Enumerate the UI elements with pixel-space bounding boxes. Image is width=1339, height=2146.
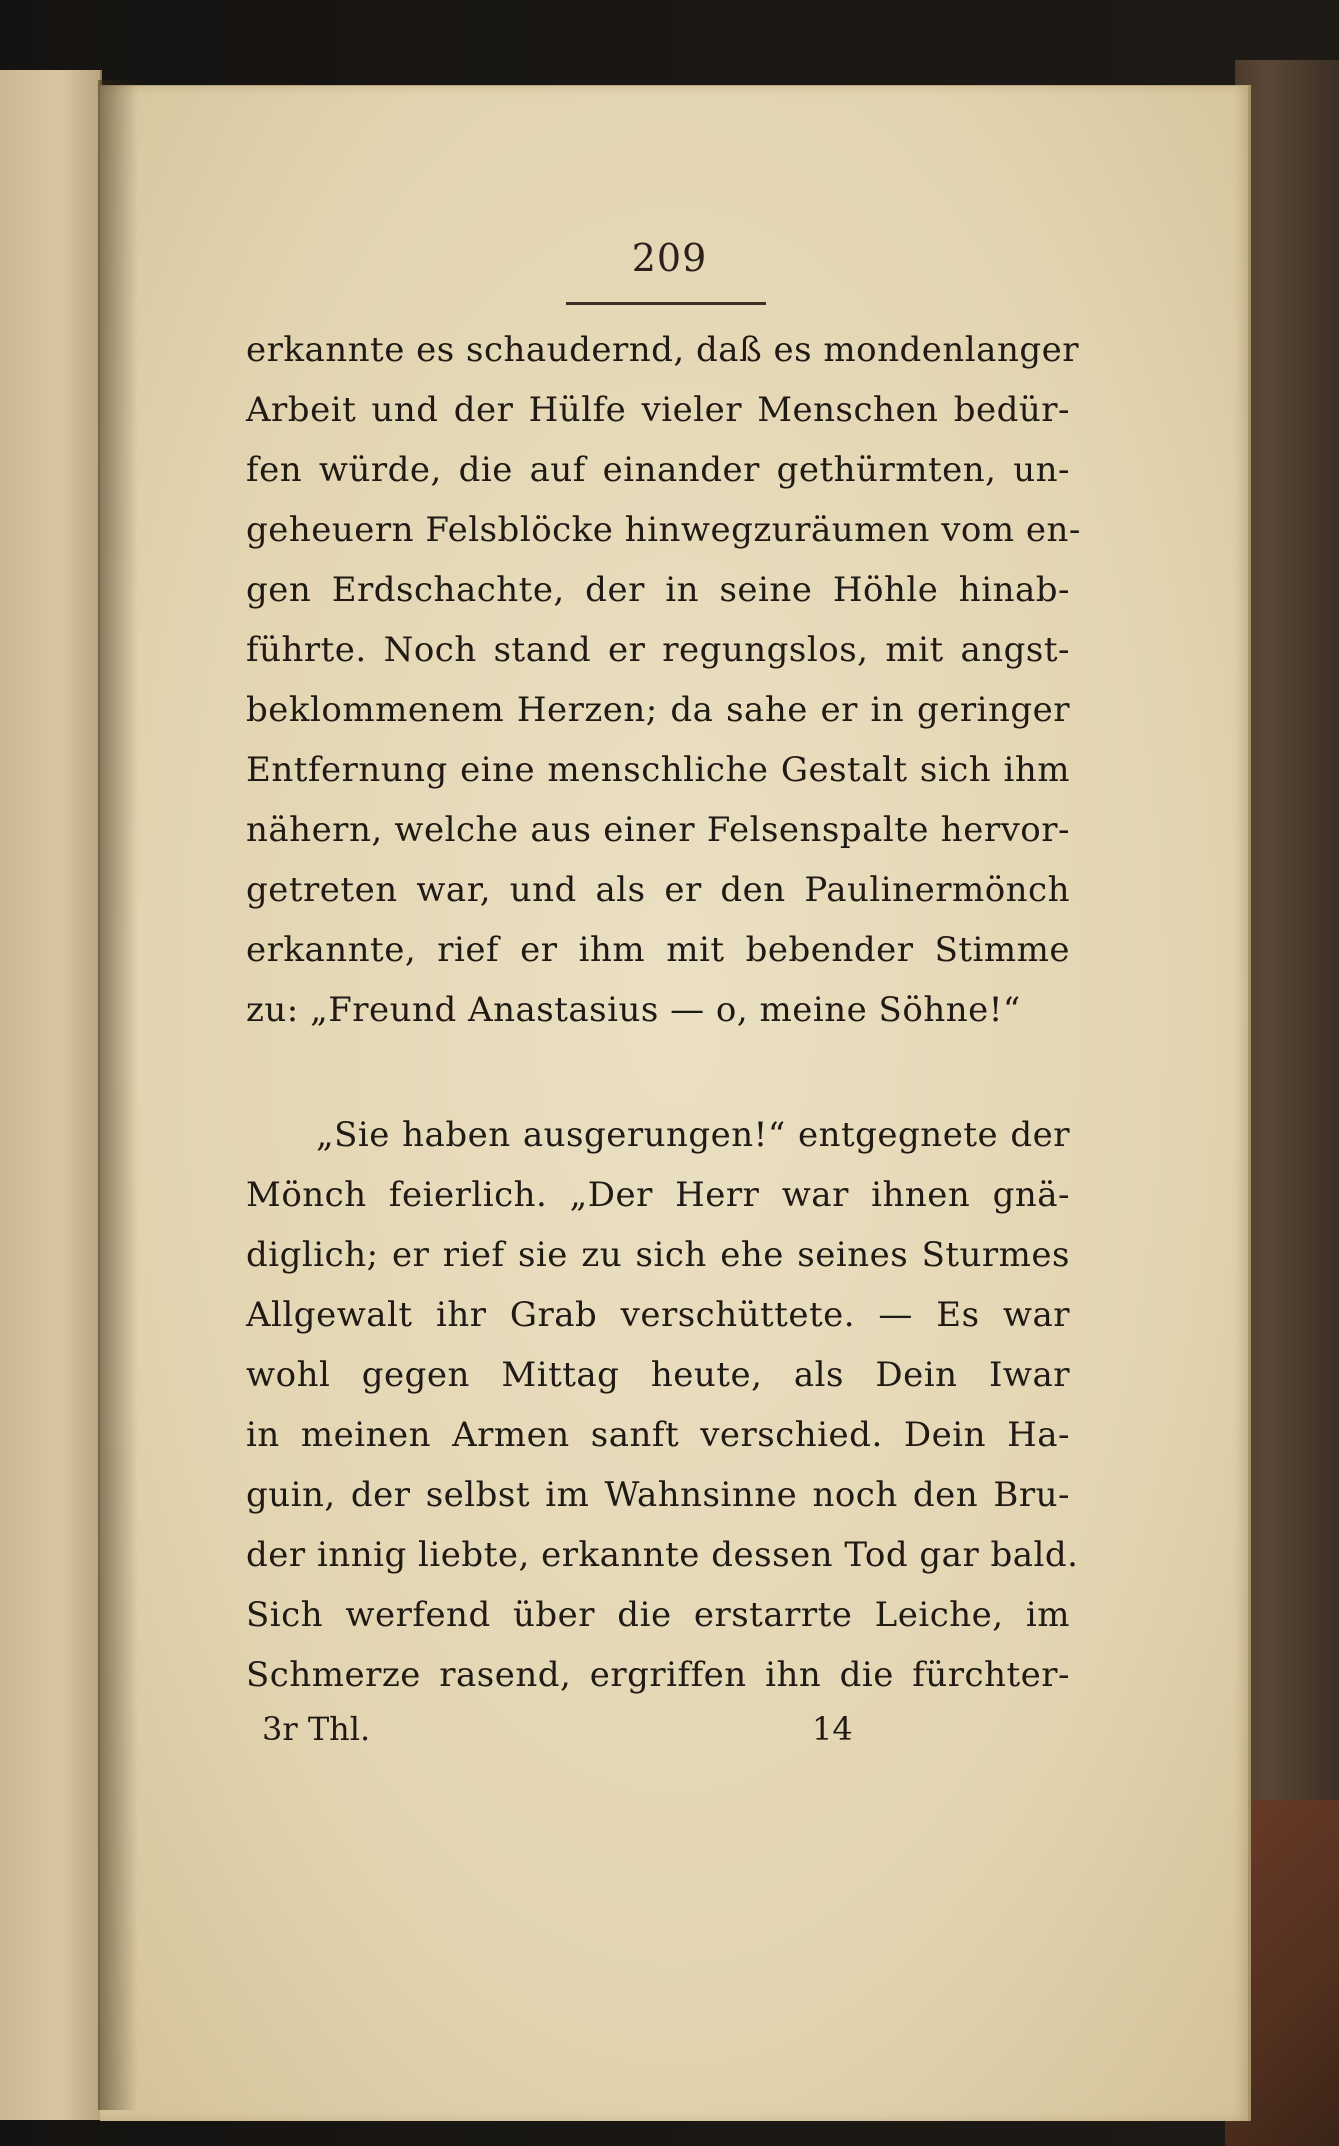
text-line: fen würde, die auf einander gethürmten, un-: [246, 450, 1070, 490]
signature-number: 14: [812, 1710, 853, 1748]
text-line: guin, der selbst im Wahnsinne noch den Bru-: [246, 1475, 1070, 1515]
text-line: Allgewalt ihr Grab verschüttete. — Es war: [246, 1295, 1070, 1335]
previous-page-edge: [0, 70, 102, 2120]
text-line: diglich; er rief sie zu sich ehe seines Sturmes: [246, 1235, 1070, 1275]
page-footer: [262, 1710, 882, 1770]
text-line: getreten war, und als er den Paulinermönch: [246, 870, 1070, 910]
text-line: beklommenem Herzen; da sahe er in geringer: [246, 690, 1070, 730]
text-line: der innig liebte, erkannte dessen Tod gar bald.: [246, 1535, 1079, 1575]
header-rule: [566, 302, 766, 305]
text-line: erkannte es schaudernd, daß es mondenlanger: [246, 330, 1079, 370]
text-line: führte. Noch stand er regungslos, mit angst-: [246, 630, 1070, 670]
text-line: nähern, welche aus einer Felsenspalte hervor-: [246, 810, 1070, 850]
text-line: erkannte, rief er ihm mit bebender Stimme: [246, 930, 1070, 970]
paragraph-2: [246, 1105, 1079, 1705]
text-line: Mönch feierlich. „Der Herr war ihnen gnä-: [246, 1175, 1070, 1215]
page-number: 209: [631, 236, 708, 280]
text-line: Entfernung eine menschliche Gestalt sich ihm: [246, 750, 1070, 790]
text-line: Sich werfend über die erstarrte Leiche, im: [246, 1595, 1070, 1635]
text-line: Schmerze rasend, ergriffen ihn die fürchter-: [246, 1655, 1070, 1695]
text-line: „Sie haben ausgerungen!“ entgegnete der: [316, 1115, 1070, 1155]
text-line: geheuern Felsblöcke hinwegzuräumen vom en-: [246, 510, 1081, 550]
text-line: wohl gegen Mittag heute, als Dein Iwar: [246, 1355, 1070, 1395]
gutter-shadow: [98, 80, 138, 2110]
text-line: Arbeit und der Hülfe vieler Menschen bedür-: [246, 390, 1070, 430]
paragraph-1: [246, 320, 1081, 1040]
text-line: gen Erdschachte, der in seine Höhle hinab-: [246, 570, 1070, 610]
text-line: in meinen Armen sanft verschied. Dein Ha-: [246, 1415, 1070, 1455]
signature-mark: 3r Thl.: [262, 1710, 371, 1748]
text-line: zu: „Freund Anastasius — o, meine Söhne!“: [246, 990, 1021, 1030]
